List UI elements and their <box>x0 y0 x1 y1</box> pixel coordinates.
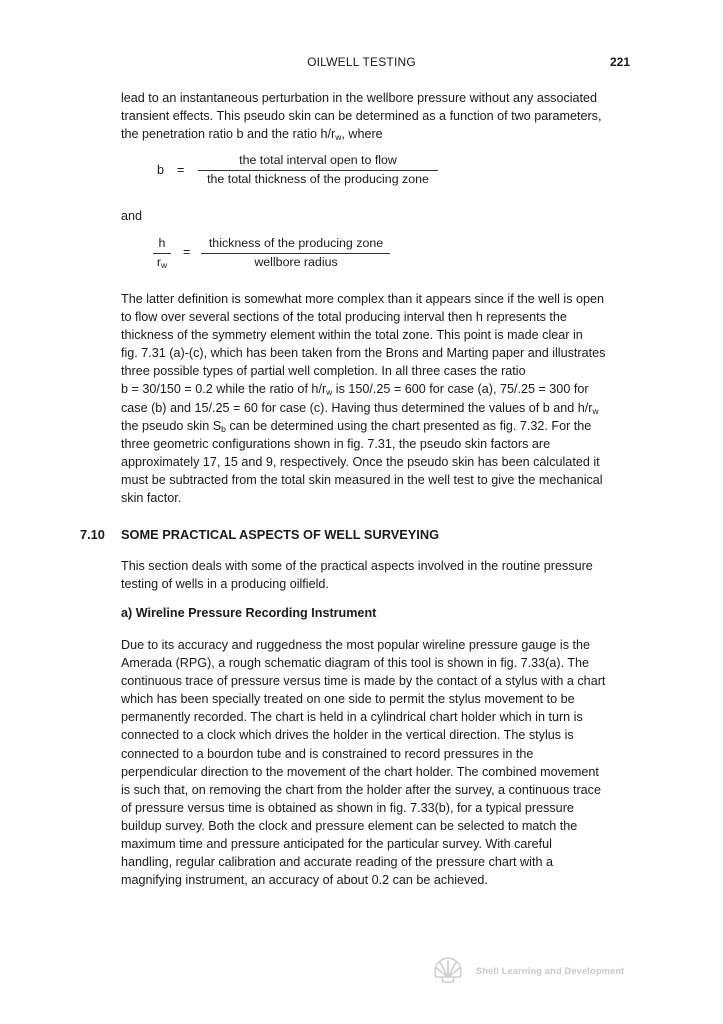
text-line: testing of wells in a producing oilfield. <box>121 577 329 592</box>
text-line: the penetration ratio b and the ratio $h/r_w$, where <box>121 127 383 143</box>
fraction-denominator: wellbore radius <box>254 255 338 269</box>
text-line: connected to a clock which drives the holder in the vertical direction. The stylus is <box>121 728 574 743</box>
text-line: buildup survey. Both the clock and pressure element can be selected to match the <box>121 818 578 833</box>
text-line: case (b) and 15/.25 = 60 for case (c). Having thus determined the values of b and $h/r_w$ <box>121 400 599 416</box>
section-heading: SOME PRACTICAL ASPECTS OF WELL SURVEYING <box>121 527 440 542</box>
text-line: the pseudo skin $S_b$ can be determined using the chart presented as fig. 7.32. For the <box>121 418 592 434</box>
fraction-numerator: the total interval open to flow <box>239 153 397 167</box>
and-text: and <box>121 209 143 223</box>
text-line: connected to a bourdon tube and is constrained to record pressures in the <box>121 746 534 761</box>
subsection-heading: a) Wireline Pressure Recording Instrument <box>121 606 377 620</box>
text-line: three possible types of partial well completion. In all three cases the ratio <box>121 364 526 379</box>
text-line: thickness of the symmetry element within the total zone. This point is made clear in <box>121 328 583 343</box>
text-line: permanently recorded. The chart is held in a cylindrical chart holder which in turn is <box>121 710 583 725</box>
text-line: continuous trace of pressure versus time is made by the contact of a stylus with a chart <box>121 674 606 689</box>
section-number: 7.10 <box>80 527 105 542</box>
fraction-denominator: the total thickness of the producing zone <box>207 172 429 186</box>
equation-lhs-b: b <box>157 163 165 177</box>
text-line: handling, regular calibration and accurate reading of the pressure chart with a <box>121 855 553 870</box>
text-line: b = 30/150 = 0.2 while the ratio of $h/r_w$ is 150/.25 = 600 for case (a), 75/.25 = 300 for <box>121 382 589 398</box>
paragraph-definition <box>121 290 641 507</box>
text-line: three geometric configurations shown in fig. 7.31, the pseudo skin factors are <box>121 436 551 451</box>
text-line: magnifying instrument, an accuracy of about 0.2 can be achieved. <box>121 873 488 888</box>
text-line: maximum time and pressure anticipated for the particular survey. With careful <box>121 837 552 852</box>
lhs-fraction-bar <box>153 253 171 254</box>
equals-sign: = <box>177 163 185 177</box>
paragraph-intro <box>121 89 641 143</box>
text-line: fig. 7.31 (a)-(c), which has been taken from the Brons and Marting paper and illustrates <box>121 346 606 361</box>
text-line: transient effects. This pseudo skin can be determined as a function of two parameters, <box>121 109 602 124</box>
text-line: Amerada (RPG), a rough schematic diagram of this tool is shown in fig. 7.33(a). The <box>121 656 590 671</box>
text-line: must be subtracted from the total skin measured in the well test to give the mechanical <box>121 472 603 487</box>
equals-sign: = <box>183 245 191 259</box>
shell-logo-icon <box>431 955 465 985</box>
lhs-denominator: $r_w$ <box>156 255 168 270</box>
text-line: skin factor. <box>121 491 182 506</box>
paragraph-wireline-gauge <box>121 636 641 889</box>
fraction-bar <box>198 170 438 171</box>
paragraph-section-intro <box>121 557 641 593</box>
text-line: lead to an instantaneous perturbation in the wellbore pressure without any associated <box>121 91 598 105</box>
text-line: of pressure versus time is obtained as shown in fig. 7.33(b), for a typical pressure <box>121 800 574 815</box>
fraction-numerator: thickness of the producing zone <box>208 236 384 250</box>
text-line: is such that, on removing the chart from the holder after the survey, a continuous trace <box>121 782 601 797</box>
running-header-title: OILWELL TESTING <box>307 55 416 69</box>
text-line: perpendicular direction to the movement of the chart holder. The combined movement <box>121 764 599 779</box>
page-number: 221 <box>610 55 631 69</box>
text-line: approximately 17, 15 and 9, respectively. Once the pseudo skin has been calculated it <box>121 454 600 469</box>
lhs-numerator: h <box>158 236 166 250</box>
fraction-bar <box>201 253 390 254</box>
text-line: This section deals with some of the practical aspects involved in the routine pressure <box>121 559 593 573</box>
text-line: Due to its accuracy and ruggedness the most popular wireline pressure gauge is the <box>121 638 591 652</box>
text-line: The latter definition is somewhat more complex than it appears since if the well is open <box>121 292 605 306</box>
footer-brand-text: Shell Learning and Development <box>476 966 625 976</box>
text-line: which has been specially treated on one side to permit the stylus movement to be <box>121 692 575 707</box>
text-line: to flow over several sections of the total producing interval then h represents the <box>121 310 567 325</box>
